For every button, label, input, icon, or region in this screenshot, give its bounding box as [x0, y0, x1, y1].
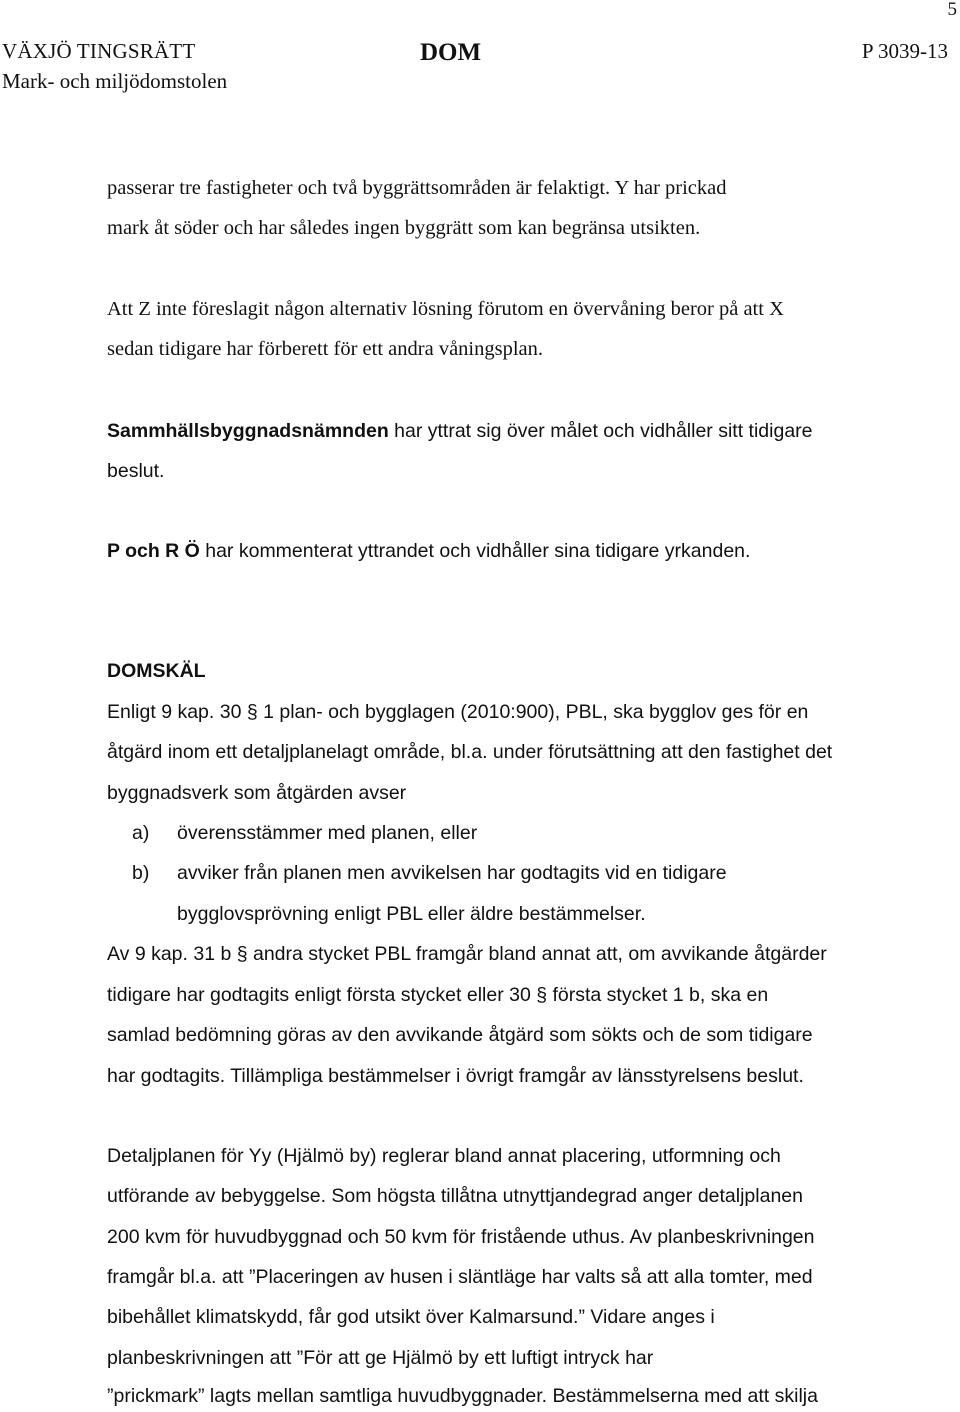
- paragraph-line: mark åt söder och har således ingen byggrätt som kan begränsa utsikten.: [107, 217, 701, 239]
- paragraph-line: utförande av bebyggelse. Som högsta tillåtna utnyttjandegrad anger detaljplanen: [107, 1185, 803, 1207]
- paragraph-line: [107, 540, 750, 563]
- section-heading: DOMSKÄL: [107, 660, 206, 682]
- paragraph-text: har kommenterat yttrandet och vidhåller sina tidigare yrkanden.: [199, 540, 751, 562]
- page-number: 5: [947, 0, 957, 20]
- paragraph-line: bibehållet klimatskydd, får god utsikt över Kalmarsund.” Vidare anges i: [107, 1306, 715, 1328]
- paragraph-line: Enligt 9 kap. 30 § 1 plan- och bygglagen (2010:900), PBL, ska bygglov ges för en: [107, 701, 809, 723]
- party-name: Sammhällsbyggnadsnämnden: [107, 420, 389, 442]
- document-type: DOM: [420, 39, 482, 66]
- list-letter: a): [132, 822, 150, 844]
- case-number: P 3039-13: [861, 39, 948, 63]
- court-department: Mark- och miljödomstolen: [2, 69, 228, 93]
- paragraph-line: Att Z inte föreslagit någon alternativ lösning förutom en övervåning beror på att X: [107, 298, 784, 320]
- paragraph-line: Detaljplanen för Yy (Hjälmö by) reglerar bland annat placering, utformning och: [107, 1145, 781, 1167]
- paragraph-text: har yttrat sig över målet och vidhåller sitt tidigare: [388, 420, 813, 442]
- paragraph-line: åtgärd inom ett detaljplanelagt område, bl.a. under förutsättning att den fastighet det: [107, 741, 833, 763]
- list-letter: b): [132, 862, 150, 884]
- paragraph-line: ”prickmark” lagts mellan samtliga huvudbyggnader. Bestämmelserna med att skilja: [107, 1385, 818, 1407]
- paragraph-line: passerar tre fastigheter och två byggrättsområden är felaktigt. Y har prickad: [107, 177, 727, 199]
- paragraph-line: har godtagits. Tillämpliga bestämmelser i övrigt framgår av länsstyrelsens beslut.: [107, 1065, 804, 1087]
- paragraph-line: framgår bl.a. att ”Placeringen av husen i släntläge har valts så att alla tomter, med: [107, 1266, 813, 1288]
- paragraph-line: planbeskrivningen att ”För att ge Hjälmö by ett luftigt intryck har: [107, 1347, 654, 1369]
- list-text: avviker från planen men avvikelsen har godtagits vid en tidigare: [177, 862, 727, 884]
- paragraph-line: byggnadsverk som åtgärden avser: [107, 782, 407, 804]
- paragraph-line: samlad bedömning göras av den avvikande åtgärd som sökts och de som tidigare: [107, 1024, 813, 1046]
- list-text-continued: bygglovsprövning enligt PBL eller äldre bestämmelser.: [177, 903, 646, 925]
- paragraph-line: beslut.: [107, 460, 165, 482]
- paragraph-line: [107, 420, 813, 443]
- paragraph-line: sedan tidigare har förberett för ett andra våningsplan.: [107, 338, 544, 360]
- party-name: P och R Ö: [107, 540, 200, 562]
- paragraph-line: Av 9 kap. 31 b § andra stycket PBL framgår bland annat att, om avvikande åtgärder: [107, 943, 827, 965]
- list-text: överensstämmer med planen, eller: [177, 822, 478, 844]
- paragraph-line: 200 kvm för huvudbyggnad och 50 kvm för fristående uthus. Av planbeskrivningen: [107, 1226, 815, 1248]
- court-name: VÄXJÖ TINGSRÄTT: [2, 39, 196, 63]
- paragraph-line: tidigare har godtagits enligt första stycket eller 30 § första stycket 1 b, ska en: [107, 984, 769, 1006]
